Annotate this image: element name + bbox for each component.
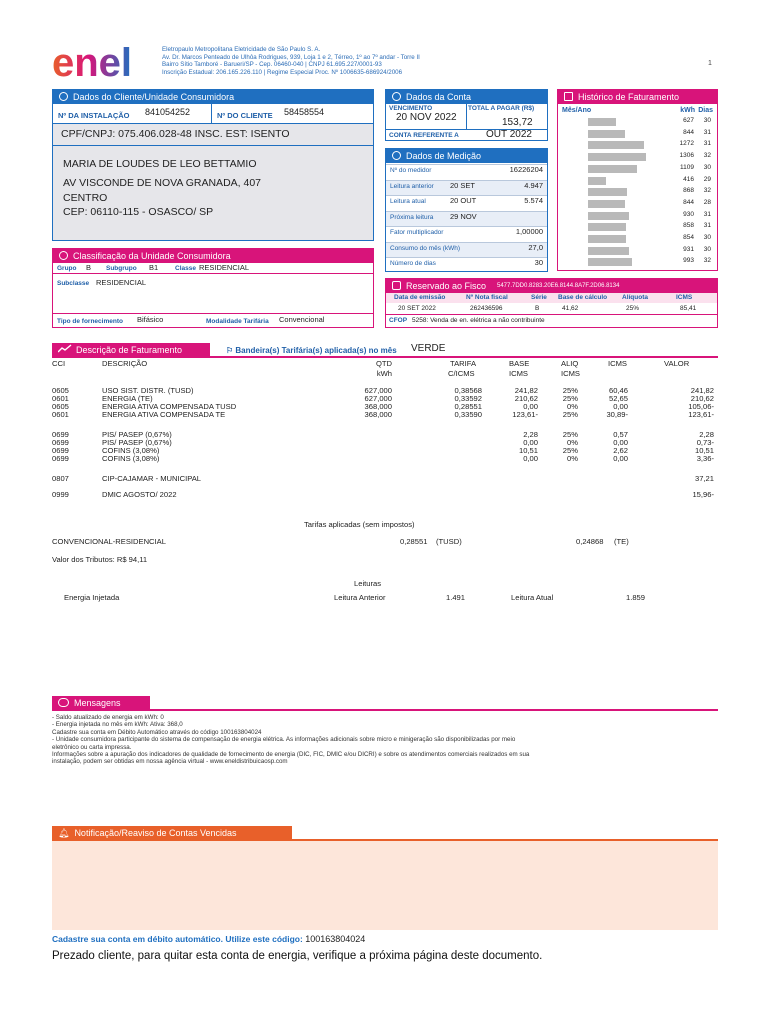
- instalacao-number: 841054252: [145, 107, 191, 117]
- faturamento-base: 210,62: [514, 394, 538, 403]
- medicao-row: Consumo do mês (kWh) 27,0: [386, 242, 547, 258]
- faturamento-base: 0,00: [523, 454, 538, 463]
- faturamento-icms: 60,46: [608, 386, 628, 395]
- vencimento-date: 20 NOV 2022: [396, 112, 457, 123]
- modalidade-value: Convencional: [279, 315, 325, 324]
- faturamento-qtd: 627,000: [364, 394, 392, 403]
- medicao-panel-header: Dados de Medição: [386, 149, 547, 163]
- subclasse-value: RESIDENCIAL: [96, 278, 147, 287]
- faturamento-qtd: 368,000: [364, 410, 392, 419]
- faturamento-base: 123,61-: [512, 410, 538, 419]
- faturamento-valor: 105,06-: [688, 402, 714, 411]
- client-panel: Dados do Cliente/Unidade Consumidora Nº DA INSTALAÇÃO 841054252 Nº DO CLIENTE 58458554 CPF/CNPJ: 075.406.028-48 INSC. EST: ISENTO MARIA DE LOUDES DE LEO BETTAMIO AV VISCONDE DE NOVA GRANADA, 407 CENTRO CEP: 06110-115 - OSASCO/ SP: [52, 89, 374, 241]
- faturamento-icms: 0,00: [613, 438, 628, 447]
- historico-dias: 31: [703, 140, 711, 148]
- classificacao-panel-header: Classificação da Unidade Consumidora: [53, 249, 373, 263]
- fisco-col-label: ICMS: [676, 294, 693, 301]
- historico-kwh: 1272: [679, 140, 694, 148]
- historico-kwh: 1306: [679, 152, 694, 160]
- historico-bar: [588, 188, 627, 196]
- energia-injetada: Energia Injetada: [64, 593, 120, 602]
- fisco-col-value: 41,62: [562, 305, 579, 312]
- faturamento-tarifa: 0,38568: [454, 386, 482, 395]
- clock-icon: [392, 151, 401, 160]
- classificacao-panel: Classificação da Unidade Consumidora Grupo B Subgrupo B1 Classe RESIDENCIAL Subclasse RESIDENCIAL Tipo de fornecimento Bifásico Modalidade Tarifária Convencional: [52, 248, 374, 328]
- faturamento-desc: CIP-CAJAMAR - MUNICIPAL: [102, 474, 202, 483]
- historico-dias: 29: [703, 175, 711, 183]
- historico-row: [558, 116, 718, 127]
- conta-referente: OUT 2022: [486, 129, 532, 140]
- faturamento-row: [52, 474, 718, 483]
- bandeira-value: VERDE: [411, 343, 446, 354]
- bell-icon: 🔔︎: [58, 828, 70, 838]
- leitura-anterior-value: 1.491: [446, 593, 466, 602]
- tarifas-label: CONVENCIONAL-RESIDENCIAL: [52, 537, 166, 546]
- medicao-panel: [385, 148, 548, 272]
- cliente-number: 58458554: [284, 107, 325, 117]
- faturamento-cci: 0699: [52, 438, 69, 447]
- historico-row: [558, 221, 718, 232]
- faturamento-aliq: 25%: [562, 410, 578, 419]
- faturamento-cci: 0699: [52, 430, 69, 439]
- faturamento-icms: 52,65: [608, 394, 628, 403]
- faturamento-desc: USO SIST. DISTR. (TUSD): [102, 386, 194, 395]
- historico-dias: 31: [703, 222, 711, 230]
- debito-code: 100163804024: [305, 934, 366, 944]
- tarifas-title: Tarifas aplicadas (sem impostos): [304, 520, 415, 529]
- historico-row: [558, 210, 718, 221]
- historico-dias: 30: [703, 117, 711, 124]
- historico-kwh: 416: [683, 175, 694, 183]
- historico-panel: Histórico de Faturamento Mês/Ano kWh Dias 627 30 844 31 1272 31 1306 32 1109 30 416 29 868 32 844 28 930 31 858 31 854 30 931 30 993 32: [557, 89, 718, 271]
- fisco-col-label: Data de emissão: [394, 294, 446, 301]
- prezado-text: Prezado cliente, para quitar esta conta de energia, verifique a próxima página deste documento.: [52, 950, 543, 962]
- historico-kwh: 627: [683, 117, 694, 124]
- faturamento-cci: 0605: [52, 402, 69, 411]
- faturamento-valor: 10,51: [694, 446, 714, 455]
- historico-bar: [588, 177, 606, 185]
- medicao-row: Próxima leitura 29 NOV: [386, 211, 547, 227]
- faturamento-base: 2,28: [523, 430, 538, 439]
- historico-bar: [588, 130, 625, 138]
- historico-kwh: 844: [683, 128, 694, 136]
- notificacao-box: [52, 841, 718, 930]
- leitura-atual-value: 1.859: [626, 593, 646, 602]
- conta-panel-header: Dados da Conta: [386, 90, 547, 104]
- address-line-3: CEP: 06110-115 - OSASCO/ SP: [63, 206, 214, 218]
- historico-kwh: 844: [683, 198, 694, 206]
- faturamento-cci: 0807: [52, 474, 69, 483]
- fisco-col-value: 262436596: [470, 305, 503, 312]
- historico-bar: [588, 165, 637, 173]
- faturamento-aliq: 0%: [567, 454, 578, 463]
- historico-bar: [588, 235, 626, 243]
- address-line-2: CENTRO: [63, 192, 108, 204]
- faturamento-tarifa: 0,33592: [454, 394, 482, 403]
- address-line-1: AV VISCONDE DE NOVA GRANADA, 407: [63, 177, 262, 189]
- historico-kwh: 993: [683, 257, 694, 265]
- search-icon: [392, 92, 401, 101]
- fisco-panel-header: Reservado ao Fisco 5477.7DD0.8283.20E6.8144.8A7F.2D06.8134: [386, 279, 717, 293]
- fisco-col-value: 85,41: [680, 305, 697, 312]
- page-number: 1: [708, 60, 712, 67]
- fisco-col-label: Nº Nota fiscal: [466, 294, 508, 301]
- historico-dias: 30: [703, 234, 711, 241]
- company-info: Eletropaulo Metropolitana Eletricidade de São Paulo S. A. Av. Dr. Marcos Penteado de Ulhôa Rodrigues, 939, Loja 1 e 2, Térreo, 1º ao 7º andar - Torre II Bairro Sítio Tamboré - Barueri/SP - Cep. 06460-040 | CNPJ 61.695.227/0001-93 Inscrição Estadual: 206.165.226.110 | Regime Especial Proc. Nº 1006635-686924/2006: [162, 46, 420, 76]
- historico-dias: 30: [703, 163, 711, 171]
- tarifa-te: 0,24868: [576, 537, 604, 546]
- historico-kwh: 858: [683, 222, 694, 230]
- document-icon: [564, 92, 573, 101]
- faturamento-desc: DMIC AGOSTO/ 2022: [102, 490, 177, 499]
- faturamento-desc: COFINS (3,08%): [102, 454, 160, 463]
- historico-dias: 32: [703, 152, 711, 160]
- historico-bar: [588, 223, 626, 231]
- fisco-col-label: Série: [531, 294, 547, 301]
- historico-panel-header: Histórico de Faturamento: [558, 90, 717, 104]
- faturamento-valor: 210,62: [690, 394, 714, 403]
- faturamento-valor: 0,73-: [696, 438, 714, 447]
- faturamento-icms: 0,57: [613, 430, 628, 439]
- conta-panel: Dados da Conta VENCIMENTO TOTAL A PAGAR (R$) 20 NOV 2022 153,72 CONTA REFERENTE A OUT 2022: [385, 89, 548, 141]
- faturamento-row: [52, 454, 718, 463]
- lock-icon: [392, 281, 401, 290]
- faturamento-cci: 0601: [52, 410, 69, 419]
- mensagens-header: Mensagens: [52, 696, 150, 710]
- historico-bar: [588, 212, 629, 220]
- classe-value: RESIDENCIAL: [199, 263, 250, 272]
- cadastre-debito: Cadastre sua conta em débito automático. Utilize este código: 100163804024: [52, 934, 366, 944]
- faturamento-desc: ENERGIA ATIVA COMPENSADA TUSD: [102, 402, 237, 411]
- medicao-row: Nº do medidor 16226204: [386, 164, 547, 180]
- faturamento-valor: 241,82: [690, 386, 714, 395]
- faturamento-qtd: 627,000: [364, 386, 392, 395]
- faturamento-base: 10,51: [518, 446, 538, 455]
- valor-tributos: Valor dos Tributos: R$ 94,11: [52, 555, 148, 564]
- faturamento-cci: 0999: [52, 490, 69, 499]
- historico-bar: [588, 200, 625, 208]
- fisco-col-value: 20 SET 2022: [398, 305, 436, 312]
- client-name: MARIA DE LOUDES DE LEO BETTAMIO: [63, 158, 257, 170]
- mensagens-text: - Saldo atualizado de energia em kWh: 0 - Energia injetada no mês em kWh: Ativa: 368,0 Cadastre sua conta em Débito Automático através do código 100163804024 - Unidade consumidora participante do sistema de compensação de energia elétrica. As informações adicionais sobre micro e minigeração são disponibilizadas por meio eletrônico ou carta impressa. Informações sobre a apuração dos indicadores de qualidade de fornecimento de energia (DIC, FIC, DMIC e/ou DICRI) e sobre os atendimentos comerciais realizados em sua instalação, podem ser obtidas em nossa agência virtual - www.eneldistribuicaosp.com: [52, 714, 530, 766]
- historico-dias: 30: [703, 245, 711, 253]
- medicao-row: Fator multiplicador 1,00000: [386, 226, 547, 242]
- historico-dias: 32: [703, 187, 711, 195]
- faturamento-desc: COFINS (3,08%): [102, 446, 160, 455]
- historico-dias: 31: [703, 210, 711, 218]
- historico-bar: [588, 247, 629, 255]
- faturamento-valor: 37,21: [694, 474, 714, 483]
- fisco-col-label: Alíquota: [622, 294, 648, 301]
- fornecimento-value: Bifásico: [137, 315, 164, 324]
- faturamento-desc: ENERGIA ATIVA COMPENSADA TE: [102, 410, 226, 419]
- faturamento-aliq: 25%: [562, 446, 578, 455]
- faturamento-icms: 0,00: [613, 454, 628, 463]
- historico-kwh: 1109: [680, 163, 694, 171]
- faturamento-aliq: 25%: [562, 430, 578, 439]
- historico-dias: 28: [703, 198, 711, 206]
- faturamento-cci: 0601: [52, 394, 69, 403]
- faturamento-desc: PIS/ PASEP (0,67%): [102, 438, 172, 447]
- faturamento-tarifa: 0,28551: [454, 402, 482, 411]
- fisco-panel: Reservado ao Fisco 5477.7DD0.8283.20E6.8144.8A7F.2D06.8134 Data de emissão Nº Nota fiscal Série Base de cálculo Alíquota ICMS 20 SET 2022 262436596 B 41,62 25% 85,41 CFOP 5258: Venda de en. elétrica a não contribuinte: [385, 278, 718, 328]
- historico-dias: 32: [703, 257, 711, 265]
- historico-row: [558, 151, 718, 162]
- faturamento-row: [52, 490, 718, 499]
- fisco-col-value: 25%: [626, 305, 640, 312]
- faturamento-columns: CCI DESCRIÇÃO QTD kWh TARIFA C/ICMS BASE ICMS ALIQ ICMS ICMS VALOR: [52, 359, 690, 378]
- faturamento-valor: 123,61-: [688, 410, 714, 419]
- faturamento-base: 0,00: [523, 438, 538, 447]
- faturamento-desc: PIS/ PASEP (0,67%): [102, 430, 172, 439]
- fisco-hash: 5477.7DD0.8283.20E6.8144.8A7F.2D06.8134: [497, 283, 620, 289]
- historico-row: [558, 186, 718, 197]
- historico-kwh: 930: [683, 210, 694, 218]
- search-icon: [59, 92, 68, 101]
- subgrupo-value: B1: [149, 263, 159, 272]
- leituras-title: Leituras: [354, 579, 382, 588]
- cpf-line: CPF/CNPJ: 075.406.028-48 INSC. EST: ISENTO: [61, 128, 290, 140]
- historico-dias: 31: [703, 128, 711, 136]
- historico-bar: [588, 258, 632, 266]
- faturamento-aliq: 25%: [562, 394, 578, 403]
- historico-bar: [588, 153, 646, 161]
- historico-row: [558, 233, 718, 244]
- faturamento-aliq: 25%: [562, 386, 578, 395]
- faturamento-valor: 3,36-: [696, 454, 714, 463]
- fisco-col-label: Base de cálculo: [558, 294, 608, 301]
- historico-kwh: 931: [683, 245, 694, 253]
- client-panel-header: Dados do Cliente/Unidade Consumidora: [53, 90, 373, 104]
- chart-line-icon: [58, 343, 72, 357]
- faturamento-cci: 0699: [52, 454, 69, 463]
- faturamento-cci: 0699: [52, 446, 69, 455]
- faturamento-row: [52, 410, 718, 419]
- historico-row: [558, 245, 718, 256]
- faturamento-tarifa: 0,33590: [454, 410, 482, 419]
- notificacao-header: 🔔︎ Notificação/Reaviso de Contas Vencidas: [52, 826, 292, 840]
- enel-logo: [52, 42, 152, 86]
- historico-row: [558, 175, 718, 186]
- faturamento-base: 0,00: [523, 402, 538, 411]
- faturamento-aliq: 0%: [567, 402, 578, 411]
- tarifa-tusd: 0,28551: [400, 537, 428, 546]
- fisco-col-value: B: [535, 305, 540, 312]
- faturamento-header: Descrição de Faturamento ⚐ Bandeira(s) Tarifária(s) aplicada(s) no mês VERDE: [52, 343, 718, 357]
- user-icon: [59, 251, 68, 260]
- faturamento-icms: 30,89-: [606, 410, 628, 419]
- faturamento-desc: ENERGIA (TE): [102, 394, 153, 403]
- historico-kwh: 854: [683, 234, 694, 241]
- faturamento-base: 241,82: [514, 386, 538, 395]
- faturamento-cci: 0605: [52, 386, 69, 395]
- historico-row: [558, 256, 718, 267]
- faturamento-valor: 15,96-: [692, 490, 714, 499]
- flag-icon: ⚐: [226, 346, 234, 355]
- medicao-row: Número de dias 30: [386, 257, 547, 273]
- total-a-pagar: 153,72: [502, 117, 533, 128]
- grupo-value: B: [86, 263, 92, 272]
- historico-row: [558, 128, 718, 139]
- faturamento-icms: 2,62: [613, 446, 628, 455]
- medicao-row: Leitura atual 20 OUT 5.574: [386, 195, 547, 211]
- faturamento-qtd: 368,000: [364, 402, 392, 411]
- svg-text:enel: enel: [52, 42, 133, 85]
- medicao-row: Leitura anterior 20 SET 4.947: [386, 180, 547, 196]
- historico-row: [558, 198, 718, 209]
- historico-row: [558, 139, 718, 150]
- historico-bar: [588, 141, 644, 149]
- historico-kwh: 868: [683, 187, 694, 195]
- faturamento-icms: 0,00: [613, 402, 628, 411]
- faturamento-valor: 2,28: [699, 430, 714, 439]
- chat-bubble-icon: [58, 698, 69, 707]
- cfop-value: 5258: Venda de en. elétrica a não contribuinte: [412, 317, 545, 324]
- historico-row: [558, 163, 718, 174]
- faturamento-items: [52, 386, 718, 506]
- historico-bar: [588, 118, 616, 126]
- faturamento-aliq: 0%: [567, 438, 578, 447]
